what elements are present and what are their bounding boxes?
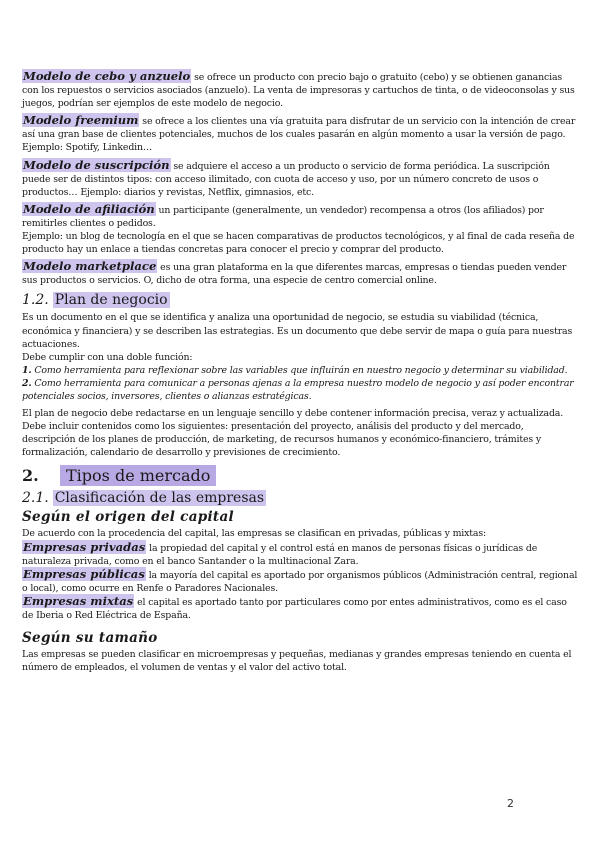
function-number: 1. [22, 364, 32, 376]
plan-function-item [22, 364, 578, 377]
page-number: 2 [507, 797, 514, 810]
company-type-paragraph [22, 595, 578, 622]
model-paragraph [22, 159, 578, 199]
plan-intro: Es un documento en el que se identifica y analiza una oportunidad de negocio, se estudia su viabilidad (técnica, económica y financiera) y se describen las estrategias. Es un documento que debe servir de mapa o guía para nuestras actuaciones. [22, 312, 573, 350]
origin-intro: De acuerdo con la procedencia del capital, las empresas se clasifican en privadas, públicas y mixtas: [22, 528, 487, 540]
model-description: un participante (generalmente, un vendedor) recompensa a otros (los afiliados) por remitirles clientes o pedidos. [22, 204, 544, 229]
company-type-term: Empresas privadas [23, 539, 146, 554]
plan-function-item [22, 377, 578, 403]
function-text: Como herramienta para reflexionar sobre las variables que influirán en nuestro negocio y determinar su viabilidad. [31, 364, 568, 376]
model-paragraph [22, 114, 578, 154]
model-term: Modelo freemium [23, 113, 139, 128]
section-title: Plan de negocio [54, 292, 168, 309]
section-number: 1.2. [22, 292, 49, 309]
section-heading-plan [22, 291, 578, 309]
model-term: Modelo de afiliación [23, 201, 155, 216]
model-example: Ejemplo: un blog de tecnología en el que se hacen comparativas de productos tecnológicos, y al final de cada reseña de producto hay un enlace a tiendas concretas para conocer el precio y comprar del producto. [22, 231, 575, 256]
size-text: Las empresas se pueden clasificar en microempresas y pequeñas, medianas y grandes empresas teniendo en cuenta el número de empleados, el volumen de ventas y el valor del activo total. [22, 649, 572, 674]
model-term: Modelo de cebo y anzuelo [23, 69, 191, 83]
company-type-term: Empresas públicas [23, 566, 145, 581]
section-heading-market-types [22, 465, 578, 487]
model-description: es una gran plataforma en la que diferentes marcas, empresas o tiendas pueden vender sus productos o servicios. O, dicho de otra forma, una especie de centro comercial online. [22, 262, 567, 287]
company-type-description: la propiedad del capital y el control está en manos de personas físicas o jurídicas de naturaleza privada, como en el banco Santander o la multinacional Zara. [22, 542, 538, 567]
company-type-paragraph [22, 568, 578, 595]
function-text: Como herramienta para comunicar a personas ajenas a la empresa nuestro modelo de negocio y así poder encontrar potenciales socios, inversores, clientes o alianzas estratégicas. [22, 377, 574, 402]
model-term: Modelo marketplace [23, 259, 157, 274]
section-number: 2.1. [22, 490, 49, 507]
function-number: 2. [22, 377, 32, 389]
section-title: Tipos de mercado [60, 465, 216, 486]
page-content [22, 70, 578, 674]
plan-double-function: Debe cumplir con una doble función: [22, 351, 193, 363]
plan-closing: El plan de negocio debe redactarse en un lenguaje sencillo y debe contener información precisa, veraz y actualizada. Debe incluir contenidos como los siguientes: presentación del proyecto, análisis del producto y del mercado, descripción de los planes de producción, de marketing, de recursos humanos y económico-financiero, trámites y formalización, calendario de desarrollo y previsiones de crecimiento. [22, 408, 564, 459]
model-description: se adquiere el acceso a un producto o servicio de forma periódica. La suscripción puede ser de distintos tipos: con acceso ilimitado, con cuota de acceso y uso, por un número concreto de usos o productos… Ejemplo: diarios y revistas, Netflix, gimnasios, etc. [22, 160, 550, 198]
company-type-paragraph [22, 541, 578, 568]
section-heading-company-classification [22, 489, 578, 507]
model-paragraph [22, 70, 578, 110]
model-paragraph [22, 203, 578, 230]
company-type-term: Empresas mixtas [23, 593, 134, 608]
company-type-description: el capital es aportado tanto por particulares como por entes administrativos, como es el caso de Iberia o Red Eléctrica de España. [22, 596, 567, 621]
model-description: se ofrece un producto con precio bajo o gratuito (cebo) y se obtienen ganancias con los repuestos o servicios asociados (anzuelo). La venta de impresoras y cartuchos de tinta, o de videoconsolas y sus juegos, podrían ser ejemplos de este modelo de negocio. [22, 72, 575, 110]
subheading-company-size: Según su tamaño [22, 630, 158, 647]
model-paragraph [22, 260, 578, 287]
company-type-description: la mayoría del capital es aportado por organismos públicos (Administración central, regional o local), como ocurre en Renfe o Paradores Nacionales. [22, 569, 578, 594]
subheading-capital-origin: Según el origen del capital [22, 509, 234, 526]
model-description: se ofrece a los clientes una vía gratuita para disfrutar de un servicio con la intención de crear así una gran base de clientes potenciales, muchos de los cuales pasarán en algún momento a usar la versión de pago. Ejemplo: Spotify, Linkedin… [22, 116, 576, 154]
model-term: Modelo de suscripción [23, 157, 170, 172]
section-number: 2. [22, 466, 39, 486]
section-title: Clasificación de las empresas [54, 490, 265, 507]
